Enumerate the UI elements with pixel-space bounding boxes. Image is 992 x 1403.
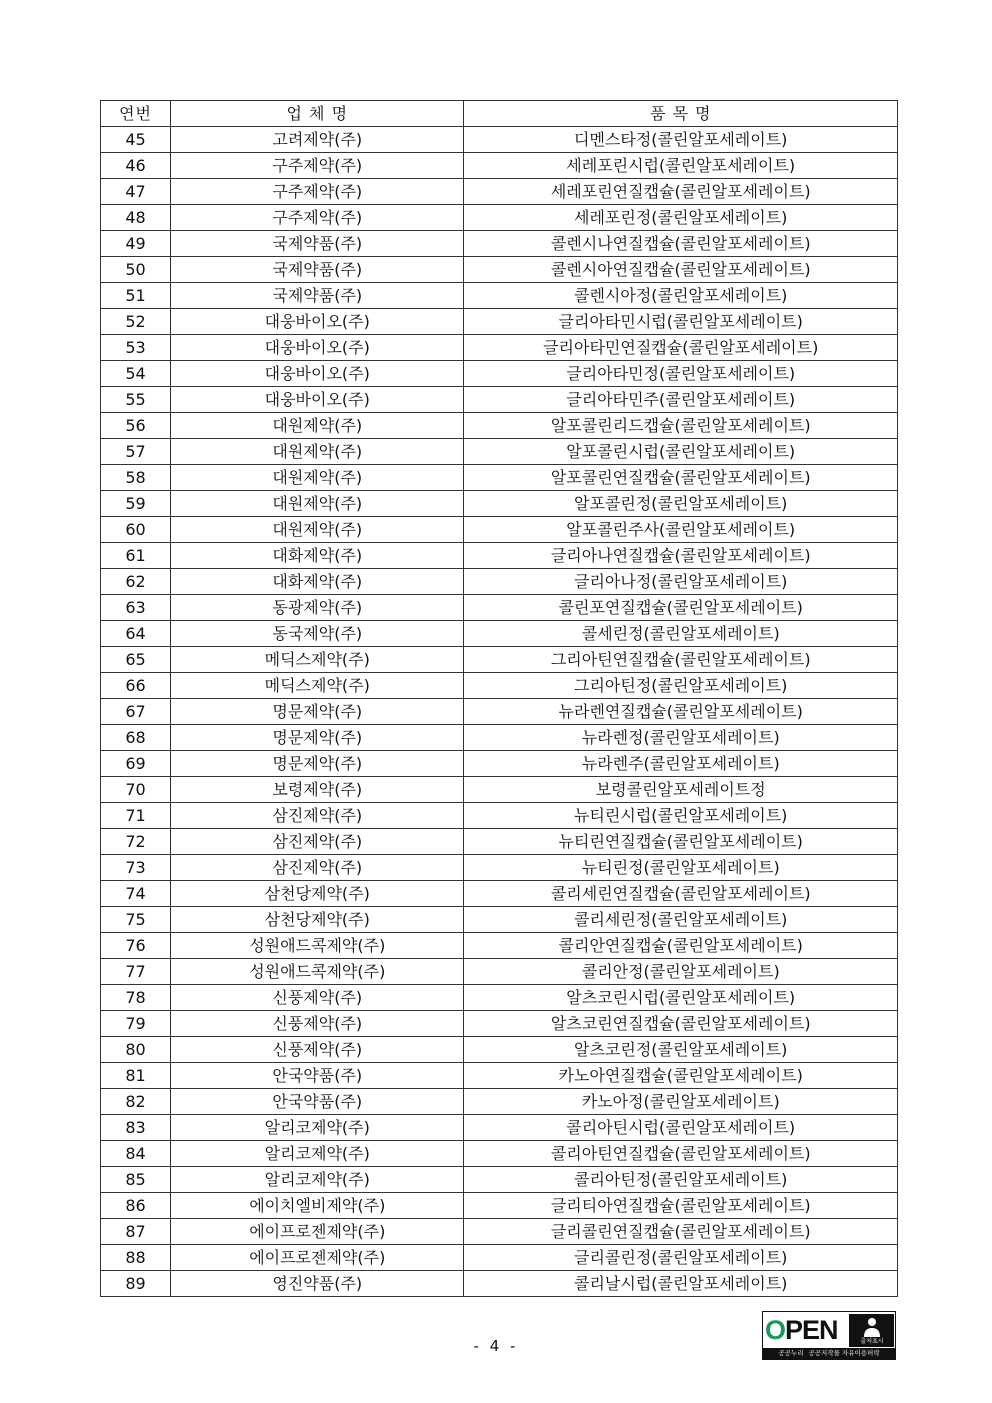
product-name-cell: 콜리아틴시럽(콜린알포세레이트)	[464, 1115, 898, 1141]
table-row	[101, 387, 898, 413]
product-name-cell: 뉴라렌정(콜린알포세레이트)	[464, 725, 898, 751]
product-name-cell: 알츠코린정(콜린알포세레이트)	[464, 1037, 898, 1063]
serial-number-cell: 83	[101, 1115, 171, 1141]
table-row	[101, 751, 898, 777]
product-name-cell: 콜리날시럽(콜린알포세레이트)	[464, 1271, 898, 1297]
serial-number-cell: 65	[101, 647, 171, 673]
product-name-cell: 알츠코린연질캡슐(콜린알포세레이트)	[464, 1011, 898, 1037]
company-name-cell: 신풍제약(주)	[171, 985, 464, 1011]
company-name-cell: 고려제약(주)	[171, 127, 464, 153]
product-name-cell: 뉴라렌연질캡슐(콜린알포세레이트)	[464, 699, 898, 725]
product-name-cell: 글리아타민시럽(콜린알포세레이트)	[464, 309, 898, 335]
table-row	[101, 1141, 898, 1167]
serial-number-cell: 88	[101, 1245, 171, 1271]
product-name-cell: 뉴라렌주(콜린알포세레이트)	[464, 751, 898, 777]
serial-number-cell: 51	[101, 283, 171, 309]
product-name-cell: 보령콜린알포세레이트정	[464, 777, 898, 803]
table-row	[101, 621, 898, 647]
serial-number-cell: 58	[101, 465, 171, 491]
company-name-cell: 성원애드콕제약(주)	[171, 933, 464, 959]
product-name-cell: 글리아타민주(콜린알포세레이트)	[464, 387, 898, 413]
company-name-cell: 명문제약(주)	[171, 751, 464, 777]
company-name-cell: 국제약품(주)	[171, 283, 464, 309]
product-name-cell: 글리아타민연질캡슐(콜린알포세레이트)	[464, 335, 898, 361]
company-name-cell: 국제약품(주)	[171, 231, 464, 257]
table-row	[101, 309, 898, 335]
company-name-cell: 성원애드콕제약(주)	[171, 959, 464, 985]
company-name-cell: 알리코제약(주)	[171, 1141, 464, 1167]
company-name-cell: 대웅바이오(주)	[171, 387, 464, 413]
product-name-cell: 알포콜린주사(콜린알포세레이트)	[464, 517, 898, 543]
table-row	[101, 335, 898, 361]
serial-number-cell: 52	[101, 309, 171, 335]
table-row	[101, 361, 898, 387]
product-name-cell: 뉴티린연질캡슐(콜린알포세레이트)	[464, 829, 898, 855]
serial-number-cell: 71	[101, 803, 171, 829]
company-name-cell: 메딕스제약(주)	[171, 673, 464, 699]
manufacturer-product-table	[100, 100, 898, 1297]
company-name-cell: 명문제약(주)	[171, 725, 464, 751]
serial-number-cell: 82	[101, 1089, 171, 1115]
serial-number-cell: 50	[101, 257, 171, 283]
table-row	[101, 1245, 898, 1271]
table-row	[101, 153, 898, 179]
table-row	[101, 699, 898, 725]
company-name-cell: 삼천당제약(주)	[171, 907, 464, 933]
company-name-cell: 삼진제약(주)	[171, 855, 464, 881]
table-body	[101, 127, 898, 1297]
company-name-cell: 동국제약(주)	[171, 621, 464, 647]
company-name-cell: 에이치엘비제약(주)	[171, 1193, 464, 1219]
table-row	[101, 933, 898, 959]
company-name-cell: 대화제약(주)	[171, 569, 464, 595]
product-name-cell: 글리티아연질캡슐(콜린알포세레이트)	[464, 1193, 898, 1219]
product-name-cell: 세레포린정(콜린알포세레이트)	[464, 205, 898, 231]
product-name-cell: 콜리안정(콜린알포세레이트)	[464, 959, 898, 985]
serial-number-cell: 76	[101, 933, 171, 959]
attribution-label: 출처표시	[860, 1338, 884, 1345]
table-row	[101, 959, 898, 985]
serial-number-cell: 63	[101, 595, 171, 621]
product-name-cell: 콜리아틴정(콜린알포세레이트)	[464, 1167, 898, 1193]
company-name-cell: 대원제약(주)	[171, 439, 464, 465]
serial-number-cell: 77	[101, 959, 171, 985]
product-name-cell: 콜리아틴연질캡슐(콜린알포세레이트)	[464, 1141, 898, 1167]
table-row	[101, 491, 898, 517]
serial-number-cell: 66	[101, 673, 171, 699]
serial-number-cell: 54	[101, 361, 171, 387]
table-row	[101, 465, 898, 491]
serial-number-cell: 70	[101, 777, 171, 803]
serial-number-cell: 69	[101, 751, 171, 777]
header-serial-number: 연번	[101, 101, 171, 127]
table-row	[101, 1193, 898, 1219]
table-row	[101, 673, 898, 699]
serial-number-cell: 72	[101, 829, 171, 855]
company-name-cell: 구주제약(주)	[171, 153, 464, 179]
product-name-cell: 글리콜린연질캡슐(콜린알포세레이트)	[464, 1219, 898, 1245]
company-name-cell: 영진약품(주)	[171, 1271, 464, 1297]
serial-number-cell: 48	[101, 205, 171, 231]
table-row	[101, 569, 898, 595]
product-name-cell: 글리아나정(콜린알포세레이트)	[464, 569, 898, 595]
company-name-cell: 대화제약(주)	[171, 543, 464, 569]
table-row	[101, 881, 898, 907]
company-name-cell: 안국약품(주)	[171, 1089, 464, 1115]
table-row	[101, 1219, 898, 1245]
table-row	[101, 725, 898, 751]
serial-number-cell: 73	[101, 855, 171, 881]
table-row	[101, 985, 898, 1011]
product-name-cell: 콜리안연질캡슐(콜린알포세레이트)	[464, 933, 898, 959]
table-row	[101, 257, 898, 283]
serial-number-cell: 74	[101, 881, 171, 907]
serial-number-cell: 78	[101, 985, 171, 1011]
product-name-cell: 디멘스타정(콜린알포세레이트)	[464, 127, 898, 153]
company-name-cell: 국제약품(주)	[171, 257, 464, 283]
serial-number-cell: 79	[101, 1011, 171, 1037]
product-name-cell: 그리아틴연질캡슐(콜린알포세레이트)	[464, 647, 898, 673]
serial-number-cell: 62	[101, 569, 171, 595]
company-name-cell: 대웅바이오(주)	[171, 335, 464, 361]
company-name-cell: 대원제약(주)	[171, 491, 464, 517]
table-row	[101, 205, 898, 231]
product-name-cell: 콜렌시아연질캡슐(콜린알포세레이트)	[464, 257, 898, 283]
product-name-cell: 그리아틴정(콜린알포세레이트)	[464, 673, 898, 699]
table-row	[101, 1167, 898, 1193]
kogl-license-badge	[762, 1311, 896, 1360]
license-program-name: 공공누리	[778, 1349, 804, 1357]
company-name-cell: 대원제약(주)	[171, 465, 464, 491]
serial-number-cell: 47	[101, 179, 171, 205]
product-name-cell: 알포콜린시럽(콜린알포세레이트)	[464, 439, 898, 465]
product-name-cell: 세레포린연질캡슐(콜린알포세레이트)	[464, 179, 898, 205]
company-name-cell: 삼진제약(주)	[171, 829, 464, 855]
serial-number-cell: 61	[101, 543, 171, 569]
company-name-cell: 삼진제약(주)	[171, 803, 464, 829]
product-name-cell: 콜렌시나연질캡슐(콜린알포세레이트)	[464, 231, 898, 257]
company-name-cell: 구주제약(주)	[171, 179, 464, 205]
product-name-cell: 콜렌시아정(콜린알포세레이트)	[464, 283, 898, 309]
product-name-cell: 콜세린정(콜린알포세레이트)	[464, 621, 898, 647]
table-row	[101, 829, 898, 855]
table-row	[101, 1271, 898, 1297]
product-name-cell: 뉴티린시럽(콜린알포세레이트)	[464, 803, 898, 829]
product-name-cell: 글리아나연질캡슐(콜린알포세레이트)	[464, 543, 898, 569]
attribution-box	[849, 1314, 894, 1347]
table-row	[101, 231, 898, 257]
table-header-row	[101, 101, 898, 127]
table-row	[101, 1011, 898, 1037]
table-row	[101, 1063, 898, 1089]
serial-number-cell: 75	[101, 907, 171, 933]
serial-number-cell: 87	[101, 1219, 171, 1245]
product-name-cell: 뉴티린정(콜린알포세레이트)	[464, 855, 898, 881]
table-row	[101, 1089, 898, 1115]
product-name-cell: 콜리세린정(콜린알포세레이트)	[464, 907, 898, 933]
serial-number-cell: 49	[101, 231, 171, 257]
company-name-cell: 신풍제약(주)	[171, 1037, 464, 1063]
company-name-cell: 구주제약(주)	[171, 205, 464, 231]
table-row	[101, 595, 898, 621]
table-row	[101, 283, 898, 309]
table-row	[101, 1115, 898, 1141]
company-name-cell: 보령제약(주)	[171, 777, 464, 803]
company-name-cell: 신풍제약(주)	[171, 1011, 464, 1037]
table-row	[101, 543, 898, 569]
product-name-cell: 카노아정(콜린알포세레이트)	[464, 1089, 898, 1115]
company-name-cell: 대웅바이오(주)	[171, 309, 464, 335]
header-company-name: 업 체 명	[171, 101, 464, 127]
company-name-cell: 에이프로젠제약(주)	[171, 1219, 464, 1245]
serial-number-cell: 68	[101, 725, 171, 751]
product-name-cell: 세레포린시럽(콜린알포세레이트)	[464, 153, 898, 179]
serial-number-cell: 59	[101, 491, 171, 517]
serial-number-cell: 45	[101, 127, 171, 153]
serial-number-cell: 57	[101, 439, 171, 465]
table-row	[101, 855, 898, 881]
page-number: - 4 -	[473, 1337, 519, 1355]
company-name-cell: 대원제약(주)	[171, 413, 464, 439]
product-name-cell: 콜리세린연질캡슐(콜린알포세레이트)	[464, 881, 898, 907]
company-name-cell: 안국약품(주)	[171, 1063, 464, 1089]
header-product-name: 품 목 명	[464, 101, 898, 127]
company-name-cell: 대웅바이오(주)	[171, 361, 464, 387]
serial-number-cell: 60	[101, 517, 171, 543]
company-name-cell: 명문제약(주)	[171, 699, 464, 725]
table-row	[101, 517, 898, 543]
license-caption	[763, 1348, 895, 1359]
open-logo: OPEN	[765, 1315, 838, 1345]
company-name-cell: 알리코제약(주)	[171, 1167, 464, 1193]
table-row	[101, 127, 898, 153]
company-name-cell: 삼천당제약(주)	[171, 881, 464, 907]
table-row	[101, 777, 898, 803]
product-name-cell: 알포콜린리드캡슐(콜린알포세레이트)	[464, 413, 898, 439]
product-name-cell: 알포콜린정(콜린알포세레이트)	[464, 491, 898, 517]
table-row	[101, 413, 898, 439]
product-name-cell: 글리콜린정(콜린알포세레이트)	[464, 1245, 898, 1271]
table-row	[101, 179, 898, 205]
person-icon	[863, 1317, 881, 1337]
serial-number-cell: 89	[101, 1271, 171, 1297]
serial-number-cell: 64	[101, 621, 171, 647]
serial-number-cell: 86	[101, 1193, 171, 1219]
company-name-cell: 알리코제약(주)	[171, 1115, 464, 1141]
serial-number-cell: 84	[101, 1141, 171, 1167]
table-row	[101, 803, 898, 829]
product-name-cell: 글리아타민정(콜린알포세레이트)	[464, 361, 898, 387]
company-name-cell: 대원제약(주)	[171, 517, 464, 543]
serial-number-cell: 85	[101, 1167, 171, 1193]
product-name-cell: 알츠코린시럽(콜린알포세레이트)	[464, 985, 898, 1011]
company-name-cell: 에이프로젠제약(주)	[171, 1245, 464, 1271]
serial-number-cell: 81	[101, 1063, 171, 1089]
license-tagline: 공공저작물 자유이용허락	[808, 1349, 880, 1357]
company-name-cell: 메딕스제약(주)	[171, 647, 464, 673]
table-row	[101, 907, 898, 933]
serial-number-cell: 55	[101, 387, 171, 413]
serial-number-cell: 46	[101, 153, 171, 179]
serial-number-cell: 67	[101, 699, 171, 725]
table-row	[101, 647, 898, 673]
serial-number-cell: 80	[101, 1037, 171, 1063]
serial-number-cell: 53	[101, 335, 171, 361]
product-name-cell: 콜린포연질캡슐(콜린알포세레이트)	[464, 595, 898, 621]
product-name-cell: 알포콜린연질캡슐(콜린알포세레이트)	[464, 465, 898, 491]
table-row	[101, 1037, 898, 1063]
product-name-cell: 카노아연질캡슐(콜린알포세레이트)	[464, 1063, 898, 1089]
serial-number-cell: 56	[101, 413, 171, 439]
table-row	[101, 439, 898, 465]
company-name-cell: 동광제약(주)	[171, 595, 464, 621]
